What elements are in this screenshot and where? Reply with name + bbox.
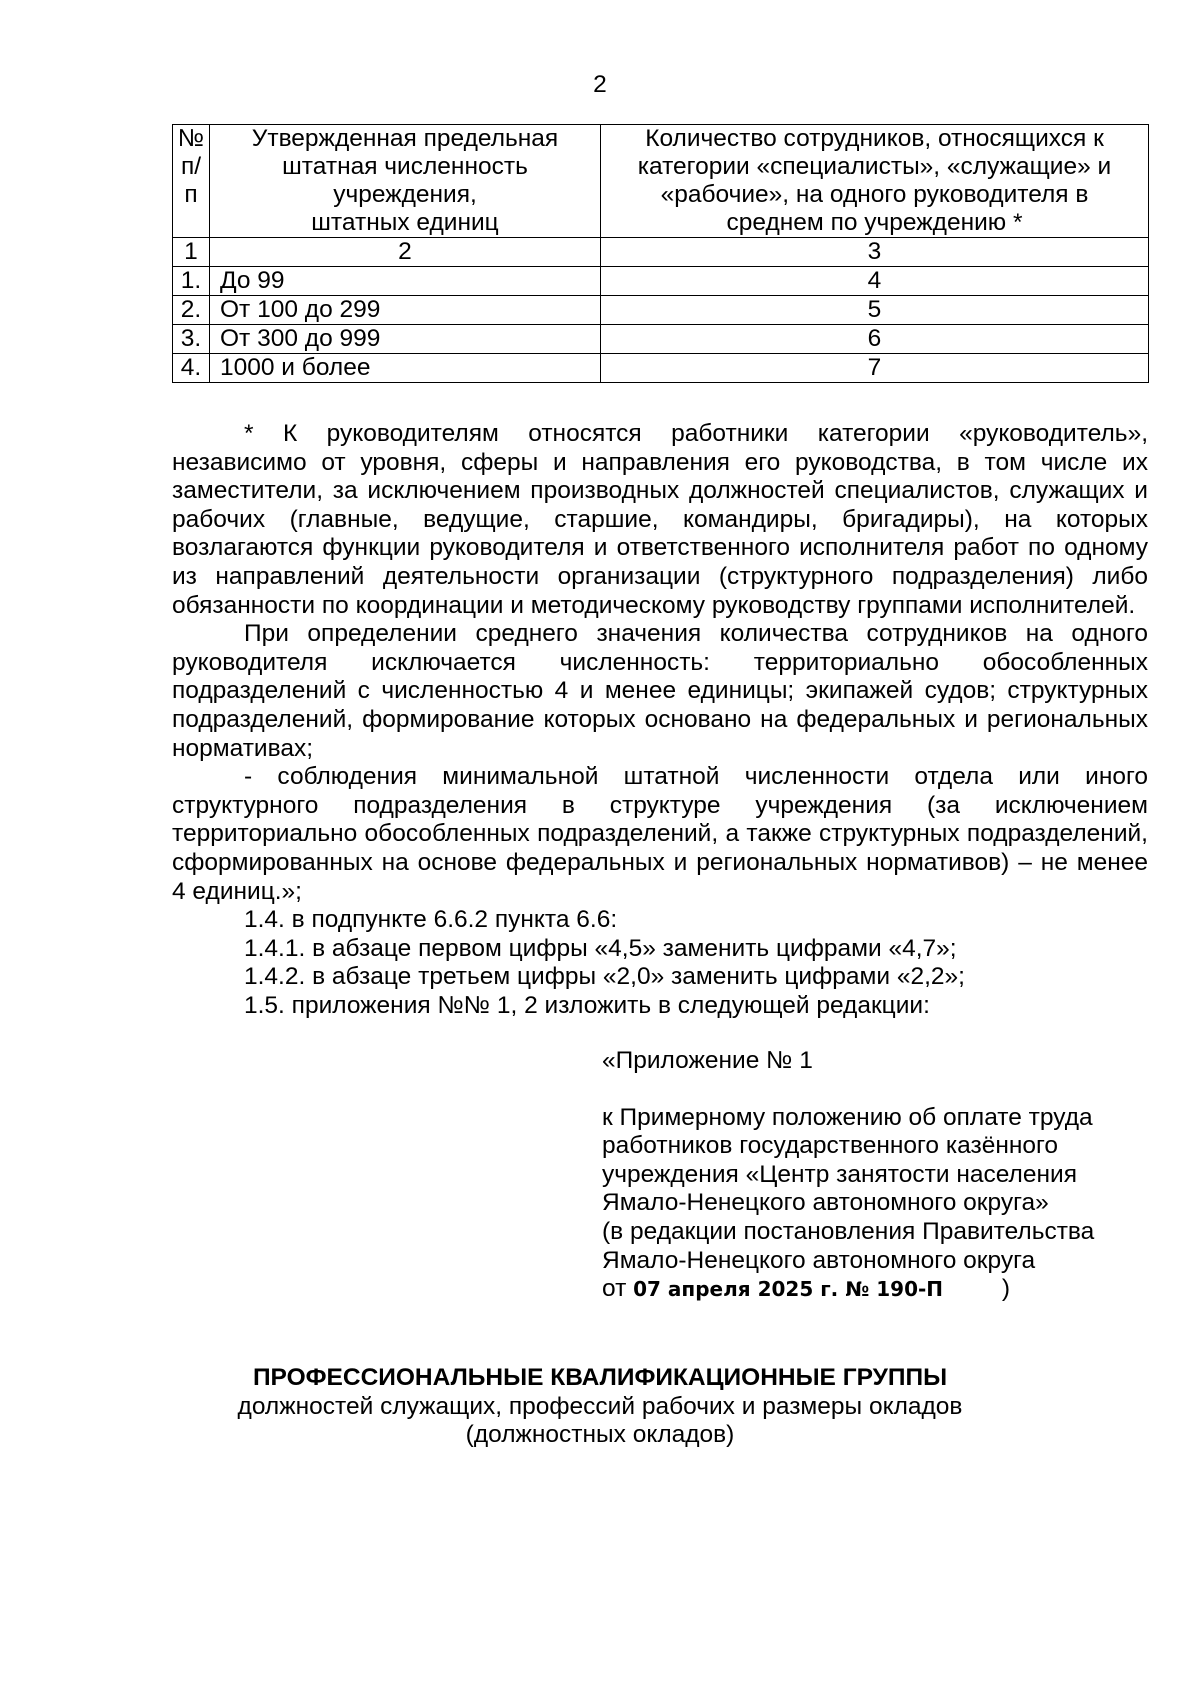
- amendment-item: 1.5. приложения №№ 1, 2 изложить в следующей редакции:: [244, 991, 930, 1019]
- appendix-header-block: [602, 1047, 1162, 1304]
- header-staff-limit-cell: [210, 125, 601, 238]
- row-staff-range: От 300 до 999: [210, 325, 601, 354]
- table-row: [173, 354, 1149, 383]
- table-cell: 1: [173, 238, 210, 267]
- table-index-row: [173, 238, 1149, 267]
- minimum-staff-paragraph: - соблюдения минимальной штатной численности отдела или иного структурного подразделения в структуре учреждения (за исключением территориально обособленных подразделений, а также структурных подразделений, сформированных на основе федеральных и региональных нормативов) – не менее 4 единиц.»;: [172, 763, 1148, 905]
- row-ratio-value: 5: [601, 296, 1149, 325]
- header-cell-line: категории «специалисты», «служащие» и: [637, 153, 1112, 180]
- amendment-item: 1.4.1. в абзаце первом цифры «4,5» заменить цифрами «4,7»;: [244, 934, 957, 962]
- appendix-line: учреждения «Центр занятости населения: [602, 1160, 1077, 1188]
- appendix-title: «Приложение № 1: [602, 1047, 813, 1074]
- average-calculation-paragraph: При определении среднего значения количества сотрудников на одного руководителя исключается численность: территориально обособленных подразделений с численностью 4 и менее единицы; экипажей судов; структурных подразделений, формирование которых основано на федеральных и региональных нормативах;: [172, 620, 1148, 762]
- table-row: [173, 325, 1149, 354]
- header-cell-line: среднем по учреждению *: [726, 209, 1023, 236]
- amendment-item: 1.4. в подпункте 6.6.2 пункта 6.6:: [244, 906, 618, 934]
- header-cell-line: Количество сотрудников, относящихся к: [645, 125, 1104, 152]
- section-heading: [0, 1364, 1200, 1450]
- manager-ratio-table: [172, 124, 1149, 383]
- header-cell-line: учреждения,: [333, 181, 477, 208]
- row-ratio-value: 6: [601, 325, 1149, 354]
- heading-subtitle: (должностных окладов): [465, 1421, 735, 1449]
- resolution-date-line: [602, 1275, 1162, 1304]
- header-cell-line: «рабочие», на одного руководителя в: [660, 181, 1089, 208]
- row-ratio-value: 4: [601, 267, 1149, 296]
- row-staff-range: От 100 до 299: [210, 296, 601, 325]
- row-number: 1.: [173, 267, 210, 296]
- header-employees-per-manager-cell: [601, 125, 1149, 238]
- row-number: 4.: [173, 354, 210, 383]
- amendment-item: 1.4.2. в абзаце третьем цифры «2,0» заменить цифрами «2,2»;: [244, 963, 965, 991]
- header-cell-line: №: [177, 125, 205, 152]
- appendix-line: Ямало-Ненецкого автономного округа»: [602, 1189, 1049, 1217]
- row-ratio-value: 7: [601, 354, 1149, 383]
- document-body: [172, 420, 1148, 1020]
- date-suffix: ): [1001, 1275, 1011, 1303]
- row-number: 3.: [173, 325, 210, 354]
- page-number: 2: [593, 71, 607, 98]
- row-number: 2.: [173, 296, 210, 325]
- appendix-line: (в редакции постановления Правительства: [602, 1217, 1095, 1245]
- table-header-row: [173, 125, 1149, 238]
- row-staff-range: 1000 и более: [210, 354, 601, 383]
- appendix-line: работников государственного казённого: [602, 1132, 1059, 1160]
- header-cell-line: п/п: [180, 153, 202, 208]
- appendix-line: Ямало-Ненецкого автономного округа: [602, 1246, 1036, 1274]
- resolution-date: 07 апреля 2025 г. № 190-П: [633, 1277, 944, 1302]
- header-number-cell: [173, 125, 210, 238]
- table-row: [173, 267, 1149, 296]
- appendix-line: к Примерному положению об оплате труда: [602, 1103, 1093, 1131]
- header-cell-line: штатная численность: [282, 153, 528, 180]
- table-cell: 3: [601, 238, 1149, 267]
- footnote-paragraph: * К руководителям относятся работники категории «руководитель», независимо от уровня, сферы и направления его руководства, в том числе их заместители, за исключением производных должностей специалистов, служащих и рабочих (главные, ведущие, старшие, командиры, бригадиры), на которых возлагаются функции руководителя и ответственного исполнителя работ по одному из направлений деятельности организации (структурного подразделения) либо обязанности по координации и методическому руководству группами исполнителей.: [172, 420, 1148, 619]
- row-staff-range: До 99: [210, 267, 601, 296]
- header-cell-line: штатных единиц: [311, 209, 499, 236]
- heading-title: ПРОФЕССИОНАЛЬНЫЕ КВАЛИФИКАЦИОННЫЕ ГРУППЫ: [252, 1364, 948, 1391]
- table-row: [173, 296, 1149, 325]
- heading-subtitle: должностей служащих, профессий рабочих и размеры окладов: [237, 1392, 963, 1420]
- table-cell: 2: [210, 238, 601, 267]
- header-cell-line: Утвержденная предельная: [251, 125, 559, 152]
- date-prefix: от: [602, 1275, 627, 1303]
